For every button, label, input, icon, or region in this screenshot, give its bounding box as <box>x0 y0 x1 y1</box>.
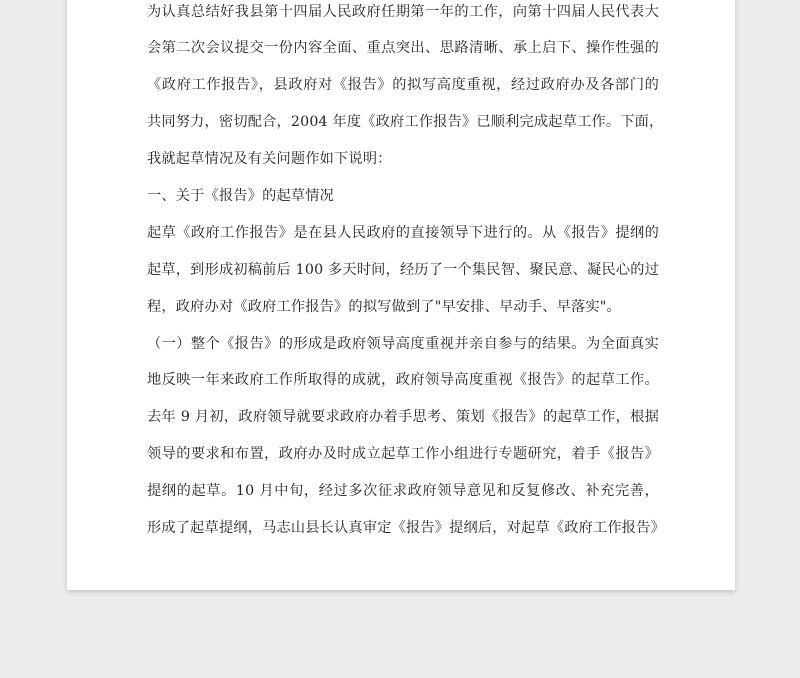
paragraph-line: 起草，到形成初稿前后 100 多天时间，经历了一个集民智、聚民意、凝民心的过 <box>147 261 659 278</box>
paragraph-line: 程，政府办对《政府工作报告》的拟写做到了"早安排、早动手、早落实"。 <box>147 298 621 315</box>
paragraph-line: 领导的要求和布置，政府办及时成立起草工作小组进行专题研究，着手《报告》 <box>147 446 659 463</box>
paragraph-line: 地反映一年来政府工作所取得的成就，政府领导高度重视《报告》的起草工作。 <box>147 372 659 389</box>
paragraph-line: 共同努力，密切配合，2004 年度《政府工作报告》已顺利完成起草工作。下面， <box>147 114 664 131</box>
paragraph-line: 提纲的起草。10 月中旬，经过多次征求政府领导意见和反复修改、补充完善， <box>147 483 659 500</box>
section-heading: 一、关于《报告》的起草情况 <box>147 187 335 204</box>
paragraph-line: 《政府工作报告》，县政府对《报告》的拟写高度重视，经过政府办及各部门的 <box>147 77 659 94</box>
paragraph-line: （一）整个《报告》的形成是政府领导高度重视并亲自参与的结果。为全面真实 <box>147 335 659 352</box>
paragraph-line: 去年 9 月初，政府领导就要求政府办着手思考、策划《报告》的起草工作，根据 <box>147 409 659 426</box>
paragraph-line: 起草《政府工作报告》是在县人民政府的直接领导下进行的。从《报告》提纲的 <box>147 224 659 241</box>
document-page <box>67 0 735 590</box>
paragraph-line: 为认真总结好我县第十四届人民政府任期第一年的工作，向第十四届人民代表大 <box>147 3 659 20</box>
document-body <box>147 0 665 547</box>
paragraph-line: 会第二次会议提交一份内容全面、重点突出、思路清晰、承上启下、操作性强的 <box>147 40 659 57</box>
paragraph-line: 形成了起草提纲，马志山县长认真审定《报告》提纲后，对起草《政府工作报告》 <box>147 519 665 536</box>
paragraph-line: 我就起草情况及有关问题作如下说明： <box>147 151 392 168</box>
